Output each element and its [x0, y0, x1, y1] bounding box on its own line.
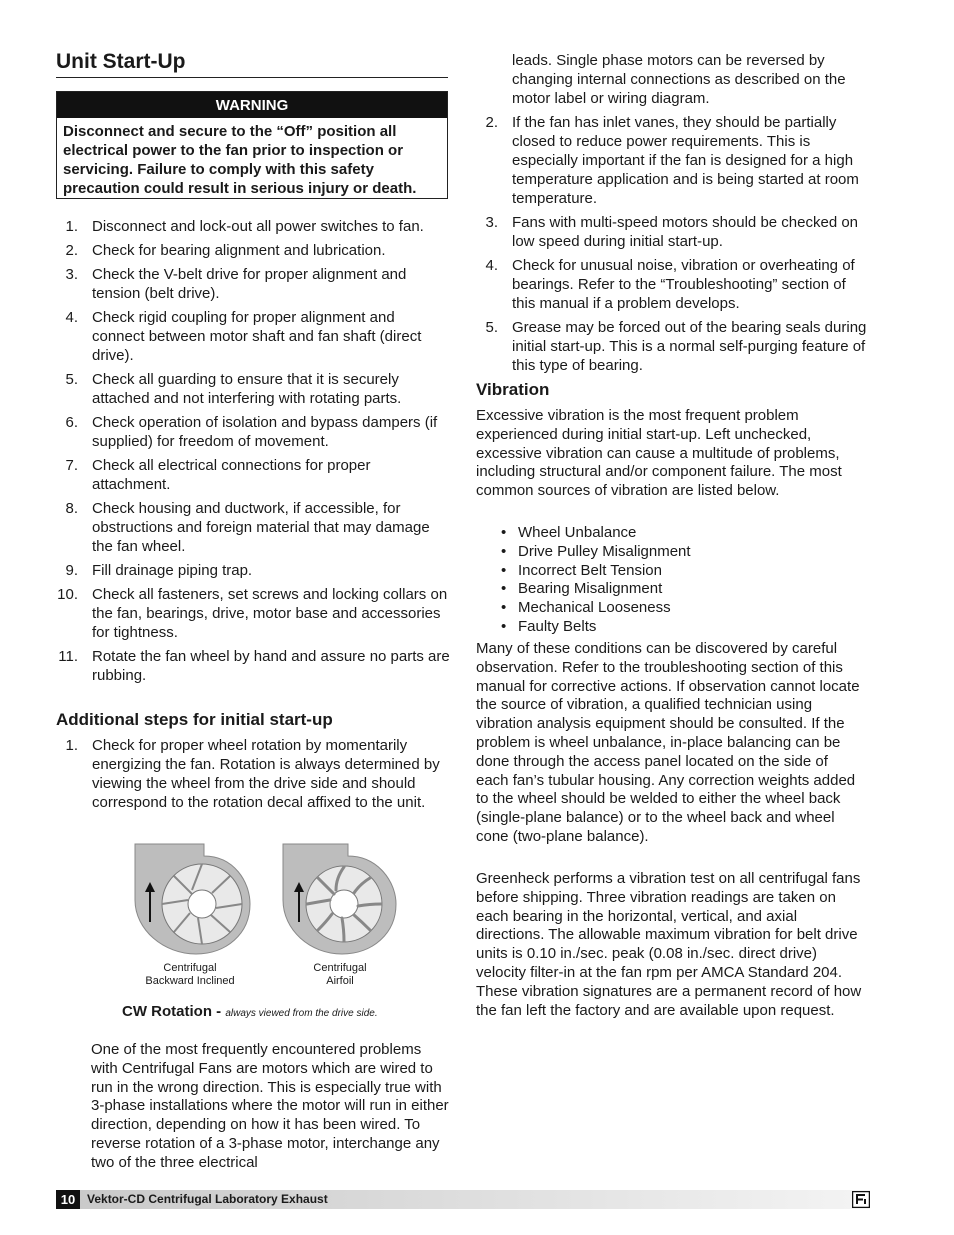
vibration-sources	[476, 524, 856, 637]
step-text: Check operation of isolation and bypass dampers (if supplied) for freedom of movement.	[92, 414, 438, 450]
list-item: • Mechanical Looseness	[476, 599, 856, 618]
list-item	[56, 308, 450, 365]
step-text: Check the V-belt drive for proper alignment and tension (belt drive).	[92, 266, 407, 302]
step-number: 5.	[65, 371, 78, 388]
fan-label-backward-inclined	[130, 962, 250, 988]
step-number: 5.	[485, 319, 498, 336]
list-item	[56, 499, 450, 556]
list-item	[56, 561, 450, 580]
page-title: Unit Start-Up	[56, 50, 448, 78]
step-text: Check all fasteners, set screws and locking collars on the fan, bearings, drive, motor base and accessories for tightness.	[92, 586, 448, 641]
step-number: 3.	[485, 214, 498, 231]
vibration-intro: Excessive vibration is the most frequent problem experienced during initial start-up. Left unchecked, excessive vibration can cause a multitude of problems, including structural and/or component failure. The most common sources of vibration are listed below.	[476, 407, 842, 500]
list-item	[56, 241, 450, 260]
step-text: Check for unusual noise, vibration or overheating of bearings. Refer to the “Troubleshooting” section of this manual if a problem develops.	[512, 257, 855, 312]
wiring-paragraph-continued: leads. Single phase motors can be reversed by changing internal connections as described on the motor label or wiring diagram.	[512, 52, 846, 107]
step-number: 7.	[65, 457, 78, 474]
list-item	[56, 456, 450, 494]
list-item	[56, 265, 450, 303]
step-number: 9.	[65, 562, 78, 579]
step-text: Rotate the fan wheel by hand and assure no parts are rubbing.	[92, 648, 450, 684]
fan-label-line: Centrifugal	[313, 962, 367, 974]
step-text: Check for proper wheel rotation by momentarily energizing the fan. Rotation is always determined by viewing the wheel from the drive side and should correspond to the rotation decal affixed to the unit.	[92, 737, 440, 811]
footer-doc-title: Vektor-CD Centrifugal Laboratory Exhaust	[87, 1192, 328, 1206]
step-number: 6.	[65, 414, 78, 431]
startup-steps	[56, 217, 450, 690]
greenheck-logo-icon	[852, 1191, 870, 1208]
step-number: 11.	[58, 648, 78, 665]
step-number: 4.	[485, 257, 498, 274]
list-item	[476, 318, 872, 375]
step-text: Fans with multi-speed motors should be checked on low speed during initial start-up.	[512, 214, 859, 250]
fan-airfoil-diagram	[282, 842, 398, 957]
list-item	[56, 370, 450, 408]
list-item: • Drive Pulley Misalignment	[476, 543, 856, 562]
step-text: Check for bearing alignment and lubrication.	[92, 242, 386, 259]
list-item: • Wheel Unbalance	[476, 524, 856, 543]
additional-steps-heading: Additional steps for initial start-up	[56, 710, 333, 729]
list-item	[476, 113, 872, 208]
caption-main: CW Rotation -	[122, 1003, 226, 1020]
list-item	[56, 647, 450, 685]
step-text: Check all electrical connections for proper attachment.	[92, 457, 371, 493]
list-item	[56, 413, 450, 451]
step-number: 3.	[65, 266, 78, 283]
step-number: 2.	[65, 242, 78, 259]
step-number: 1.	[65, 737, 78, 754]
fan-backward-inclined-diagram	[134, 842, 252, 957]
vibration-paragraph-3: Greenheck performs a vibration test on all centrifugal fans before shipping. Three vibration readings are taken on each bearing in the horizontal, vertical, and axial directions. The allowable maximum vibration for belt drive units is 0.10 in./sec. peak (0.08 in./sec. direct drive) velocity filter-in at the fan rpm per AMCA Standard 204. These vibration signatures are a permanent record of how the fan left the factory and are available upon request.	[476, 870, 862, 1019]
list-item: • Bearing Misalignment	[476, 580, 856, 599]
step-text: Check housing and ductwork, if accessible, for obstructions and foreign material that may damage the fan wheel.	[92, 500, 430, 555]
additional-steps-more	[476, 113, 872, 380]
step-text: Check all guarding to ensure that it is securely attached and not interfering with rotating parts.	[92, 371, 402, 407]
fan-label-line: Airfoil	[326, 975, 354, 987]
fan-label-line: Centrifugal	[163, 962, 217, 974]
step-text: Disconnect and lock-out all power switches to fan.	[92, 218, 424, 235]
step-text: Fill drainage piping trap.	[92, 562, 253, 579]
list-item	[56, 585, 450, 642]
step-text: Check rigid coupling for proper alignment and connect between motor shaft and fan shaft (direct drive).	[92, 309, 422, 364]
warning-text: Disconnect and secure to the “Off” position all electrical power to the fan prior to inspection or servicing. Failure to comply with this safety precaution could result in serious injury or death.	[63, 123, 417, 197]
list-item: • Incorrect Belt Tension	[476, 562, 856, 581]
caption-note: always viewed from the drive side.	[225, 1008, 378, 1019]
step-number: 10.	[57, 586, 78, 603]
vibration-paragraph-2: Many of these conditions can be discovered by careful observation. Refer to the troubleshooting section of this manual for corrective actions. If observation cannot locate the source of vibration, a qualified technician using vibration analysis equipment should be consulted. If the problem is wheel unbalance, in-place balancing can be done through the access panel located on the side of each fan’s tubular housing. Any correction weights added to the wheel should be welded to either the wheel back (single-plane balance) or to the wheel back and wheel cone (two-plane balance).	[476, 640, 860, 845]
list-item: • Faulty Belts	[476, 618, 856, 637]
step-text: If the fan has inlet vanes, they should be partially closed to reduce power requirements. This is especially important if the fan is designed for a high temperature application and is being started at room temperature.	[512, 114, 859, 207]
wiring-paragraph: One of the most frequently encountered problems with Centrifugal Fans are motors which are wired to run in the wrong direction. This is especially true with 3-phase installations where the motor will run in either direction, depending on how it has been wired. To reverse rotation of a 3-phase motor, interchange any two of the three electrical	[91, 1041, 449, 1171]
warning-heading: WARNING	[57, 92, 447, 118]
page-number: 10	[56, 1190, 80, 1209]
warning-box	[56, 91, 448, 199]
vibration-heading: Vibration	[476, 380, 550, 399]
fan-label-line: Backward Inclined	[145, 975, 235, 987]
step-number: 8.	[65, 500, 78, 517]
list-item	[56, 736, 450, 812]
figure-caption	[122, 1003, 378, 1020]
fan-label-airfoil	[280, 962, 400, 988]
list-item	[56, 217, 450, 236]
step-number: 4.	[65, 309, 78, 326]
list-item	[476, 256, 872, 313]
step-number: 2.	[485, 114, 498, 131]
step-number: 1.	[65, 218, 78, 235]
additional-step-1	[56, 736, 450, 817]
step-text: Grease may be forced out of the bearing seals during initial start-up. This is a normal self-purging feature of this type of bearing.	[512, 319, 867, 374]
list-item	[476, 213, 872, 251]
